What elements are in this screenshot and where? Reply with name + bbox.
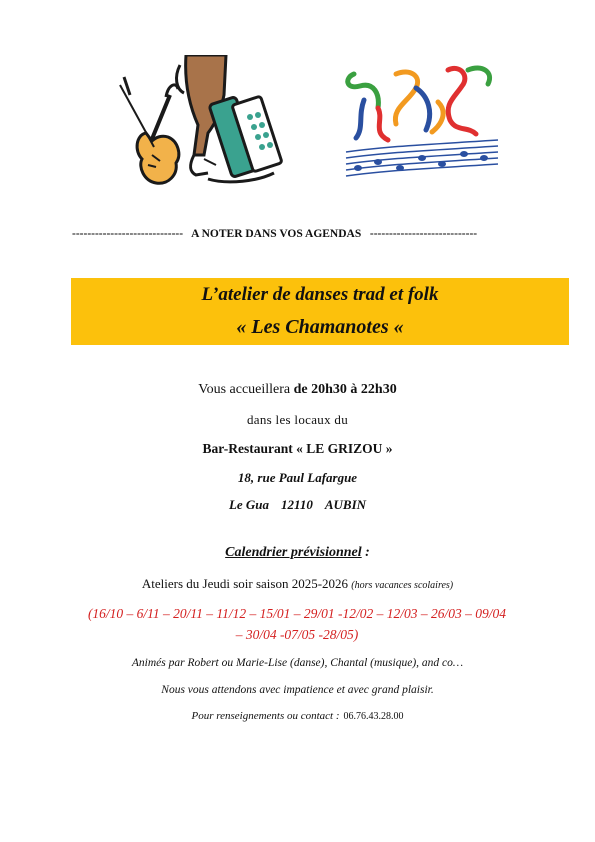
premises-line: dans les locaux du (246, 412, 349, 427)
agenda-header-line (72, 228, 572, 240)
waiting-line: Nous vous attendons avec impatience et avec grand plaisir. (161, 684, 434, 696)
calendar-intro (0, 576, 595, 592)
animators-line: Animés par Robert ou Marie-Lise (danse), Chantal (musique), and co… (131, 657, 464, 669)
welcome-line (0, 382, 595, 398)
calendar-dates (62, 603, 532, 645)
address-street: 18, rue Paul Lafargue (237, 470, 358, 485)
accordion-icon (208, 96, 282, 182)
header-dashes-left: ----------------------------- (72, 228, 184, 240)
contact-label: Pour renseignements ou contact : (191, 710, 340, 722)
contact-phone: 06.76.43.28.00 (343, 711, 404, 722)
calendar-dates-line-2: – 30/04 -07/05 -28/05) (235, 627, 359, 642)
calendar-heading (0, 545, 595, 561)
header-dashes-right: ---------------------------- (369, 228, 478, 240)
violin-icon (120, 77, 179, 183)
address-place: Le Gua (228, 497, 270, 512)
calendar-intro-note: (hors vacances scolaires) (351, 580, 454, 591)
calendar-heading-text: Calendrier prévisionnel (225, 545, 362, 560)
address-town: AUBIN (324, 497, 367, 512)
dancer-figures (348, 68, 490, 140)
calendar-intro-text: Ateliers du Jeudi soir saison 2025-2026 (141, 576, 352, 591)
welcome-prefix: Vous accueillera (198, 382, 294, 397)
title-banner (71, 278, 569, 345)
address-city (0, 497, 595, 513)
contact-line (0, 710, 595, 722)
banner-title: L’atelier de danses trad et folk (201, 284, 439, 305)
header-text: A NOTER DANS VOS AGENDAS (191, 228, 362, 240)
welcome-time: de 20h30 à 22h30 (293, 382, 397, 397)
calendar-heading-colon: : (361, 545, 370, 560)
address-postcode: 12110 (281, 497, 313, 512)
venue-name: Bar-Restaurant « LE GRIZOU » (202, 441, 393, 456)
musicians-illustration (108, 55, 288, 195)
calendar-dates-line-1: (16/10 – 6/11 – 20/11 – 11/12 – 15/01 – 29/01 -12/02 – 12/03 – 26/03 – 09/04 (87, 606, 507, 621)
dancers-illustration (318, 60, 508, 190)
banner-group-name: « Les Chamanotes « (236, 316, 404, 338)
